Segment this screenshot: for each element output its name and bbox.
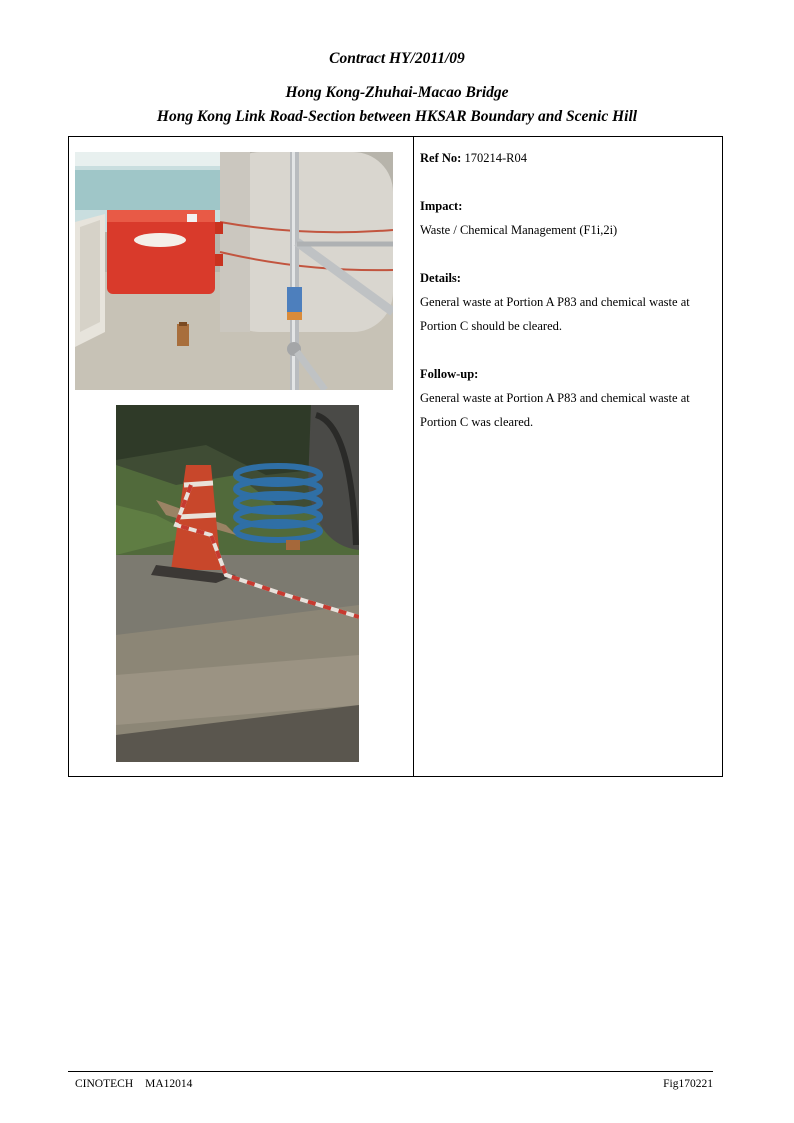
footer-left <box>75 1078 192 1090</box>
details-text: General waste at Portion A P83 and chemical waste at Portion C should be cleared. <box>420 295 690 333</box>
impact-value: Waste / Chemical Management (F1i,2i) <box>420 223 618 237</box>
details-label: Details: <box>420 271 461 285</box>
footer-doc-code: MA12014 <box>145 1078 193 1090</box>
site-photo-portion-c <box>116 405 359 762</box>
site-photo-portion-a <box>75 152 393 390</box>
ref-value: 170214-R04 <box>464 151 527 165</box>
column-divider <box>413 136 414 777</box>
followup-text: General waste at Portion A P83 and chemical waste at Portion C was cleared. <box>420 391 690 429</box>
record-details <box>420 146 716 434</box>
impact-label: Impact: <box>420 199 463 213</box>
footer-fig-number: Fig170221 <box>663 1078 713 1090</box>
section-title: Hong Kong Link Road-Section between HKSAR Boundary and Scenic Hill <box>156 108 638 125</box>
ref-label: Ref No: <box>420 151 462 165</box>
footer-divider <box>68 1071 713 1072</box>
footer-company: CINOTECH <box>75 1078 134 1090</box>
followup-label: Follow-up: <box>420 367 479 381</box>
project-title: Hong Kong-Zhuhai-Macao Bridge <box>285 84 509 101</box>
contract-title: Contract HY/2011/09 <box>329 50 465 67</box>
